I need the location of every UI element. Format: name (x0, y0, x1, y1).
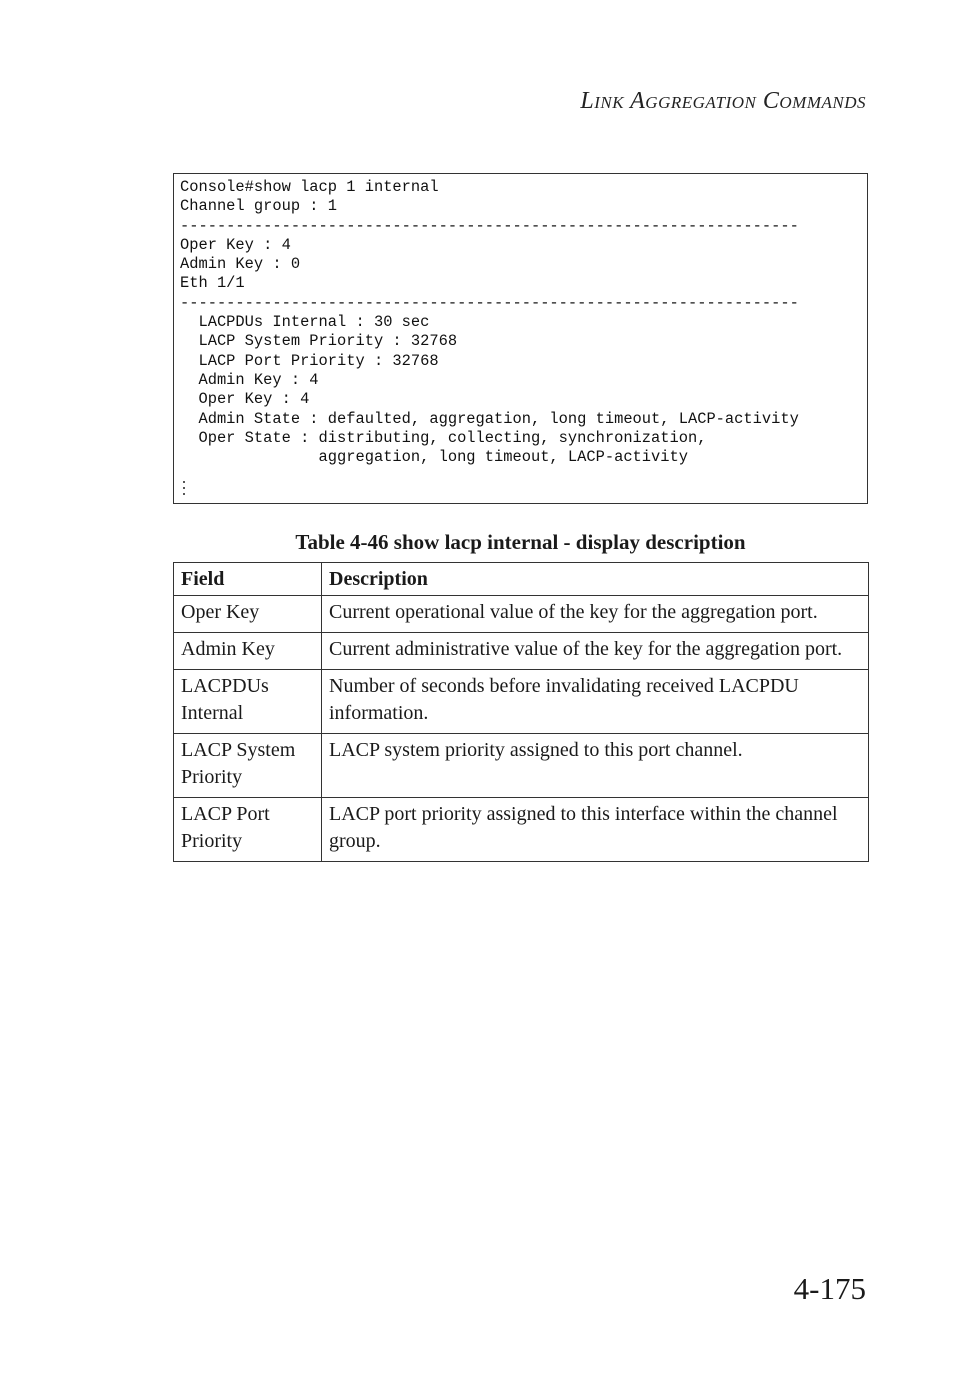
code-line: Oper Key : 4 (180, 235, 291, 254)
code-line: ------------------------------------------------------------------- (180, 293, 799, 312)
code-line: Admin Key : 0 (180, 255, 301, 274)
field-cell: LACPDUs Internal (174, 670, 322, 734)
code-line: aggregation, long timeout, LACP-activity (180, 448, 688, 467)
description-cell: LACP port priority assigned to this interface within the channel group. (322, 798, 869, 862)
code-line: LACP System Priority : 32768 (180, 332, 458, 351)
page-number: 4-175 (793, 1271, 866, 1306)
code-line: Oper State : distributing, collecting, synchronization, (180, 428, 707, 447)
code-line: Console#show lacp 1 internal (180, 178, 439, 196)
table-row (174, 596, 869, 633)
code-line: Eth 1/1 (180, 274, 245, 293)
code-line: Channel group : 1 (180, 197, 338, 216)
table-caption: Table 4-46 show lacp internal - display description (295, 530, 746, 554)
code-line: ------------------------------------------------------------------- (180, 216, 799, 235)
field-cell: LACP System Priority (174, 734, 322, 798)
code-line: LACPDUs Internal : 30 sec (180, 313, 430, 332)
vertical-ellipsis-icon (182, 481, 186, 495)
description-cell: LACP system priority assigned to this port channel. (322, 734, 869, 798)
field-cell: Admin Key (174, 633, 322, 670)
code-line: Admin State : defaulted, aggregation, long timeout, LACP-activity (180, 409, 799, 428)
code-line: Oper Key : 4 (180, 390, 310, 409)
description-table (173, 562, 869, 862)
cli-output-block (173, 173, 868, 504)
code-line: Admin Key : 4 (180, 370, 319, 389)
column-header-field: Field (174, 563, 322, 596)
table-row (174, 633, 869, 670)
table-row (174, 798, 869, 862)
table-row (174, 734, 869, 798)
code-line: LACP Port Priority : 32768 (180, 351, 439, 370)
field-cell: LACP Port Priority (174, 798, 322, 862)
table-header-row (174, 563, 869, 596)
description-cell: Current administrative value of the key for the aggregation port. (322, 633, 869, 670)
description-cell: Number of seconds before invalidating received LACPDU information. (322, 670, 869, 734)
table-row (174, 670, 869, 734)
field-cell: Oper Key (174, 596, 322, 633)
column-header-description: Description (322, 563, 869, 596)
description-cell: Current operational value of the key for the aggregation port. (322, 596, 869, 633)
running-header: Link Aggregation Commands (580, 88, 866, 114)
